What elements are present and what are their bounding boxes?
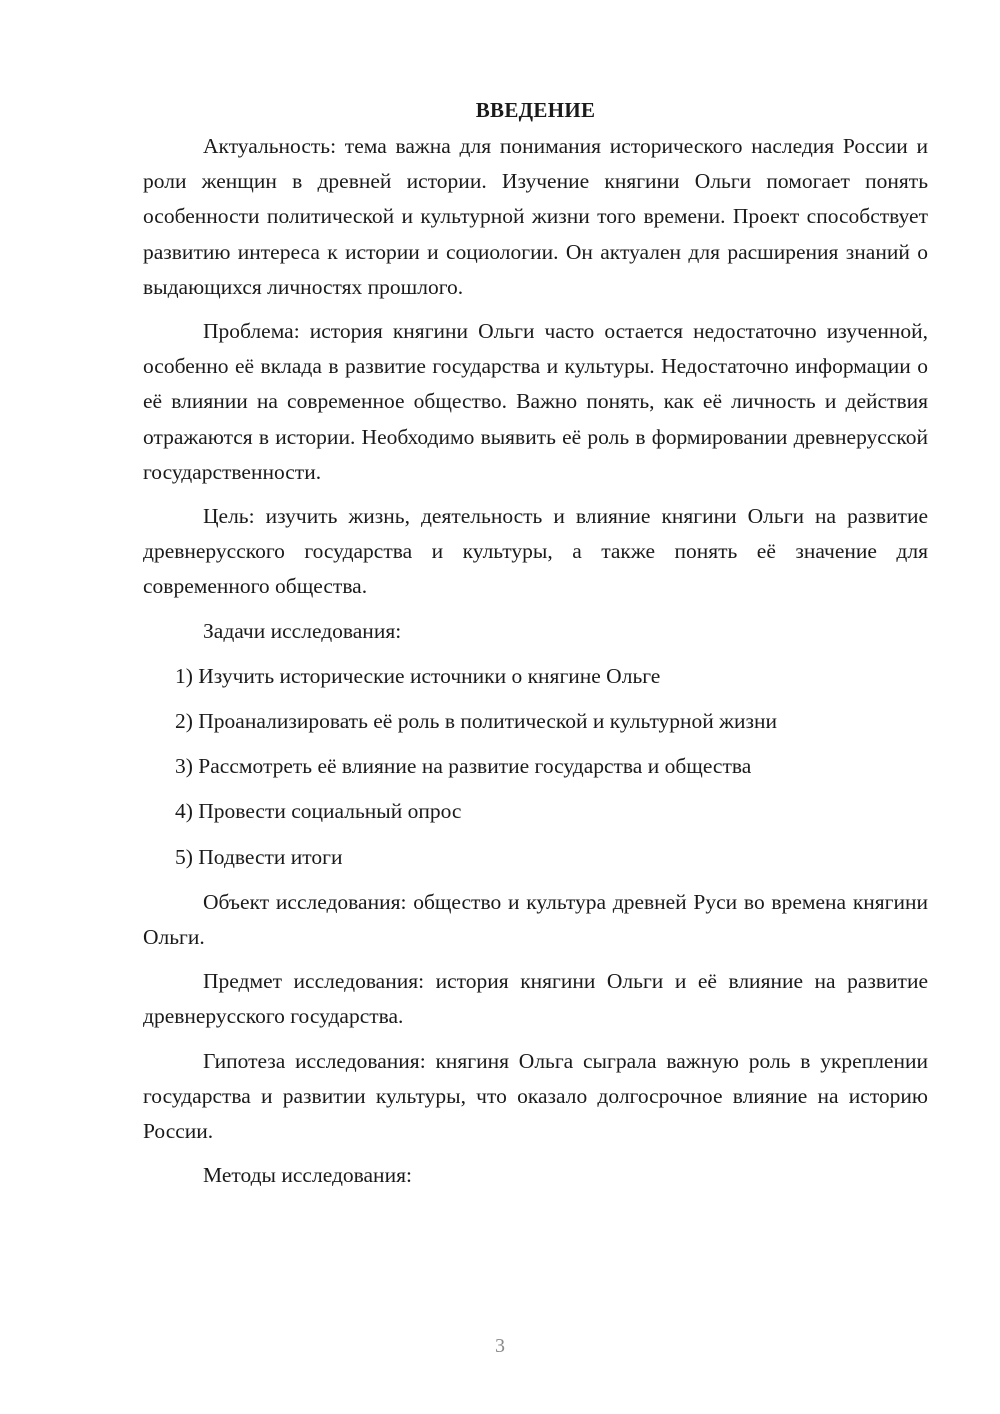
subject-paragraph: Предмет исследования: история княгини Ольги и её влияние на развитие древнерусского государства. [143, 969, 928, 1029]
tasks-list [143, 659, 928, 875]
list-item: 2) Проанализировать её роль в политической и культурной жизни [175, 709, 778, 734]
object-paragraph: Объект исследования: общество и культура древней Руси во времена княгини Ольги. [143, 889, 928, 950]
list-item: 4) Провести социальный опрос [175, 799, 462, 824]
tasks-title: Задачи исследования: [203, 618, 402, 643]
list-item: 5) Подвести итоги [175, 844, 343, 869]
methods-title: Методы исследования: [203, 1163, 412, 1188]
goal-paragraph: Цель: изучить жизнь, деятельность и влияние княгини Ольги на развитие древнерусского государства и культуры, а также понять её значение для современного общества. [143, 504, 928, 599]
document-page [143, 95, 928, 1203]
hypothesis-paragraph: Гипотеза исследования: княгиня Ольга сыграла важную роль в укреплении государства и развитии культуры, что оказало долгосрочное влияние на историю России. [143, 1048, 928, 1144]
relevance-paragraph: Актуальность: тема важна для понимания исторического наследия России и роли женщин в древней истории. Изучение княгини Ольги помогает понять особенности политической и культурной жизни того времени. Проект способствует развитию интереса к истории и социологии. Он актуален для расширения знаний о выдающихся личностях прошлого. [143, 134, 928, 299]
page-number: 3 [495, 1335, 505, 1357]
list-item: 1) Изучить исторические источники о княгине Ольге [175, 663, 661, 688]
list-item: 3) Рассмотреть её влияние на развитие государства и общества [175, 754, 752, 779]
problem-paragraph: Проблема: история княгини Ольги часто остается недостаточно изученной, особенно её вклада в развитие государства и культуры. Недостаточно информации о её влиянии на современное общество. Важно понять, как её личность и действия отражаются в истории. Необходимо выявить её роль в формировании древнерусской государственности. [143, 319, 928, 484]
section-heading: ВВЕДЕНИЕ [475, 98, 596, 122]
